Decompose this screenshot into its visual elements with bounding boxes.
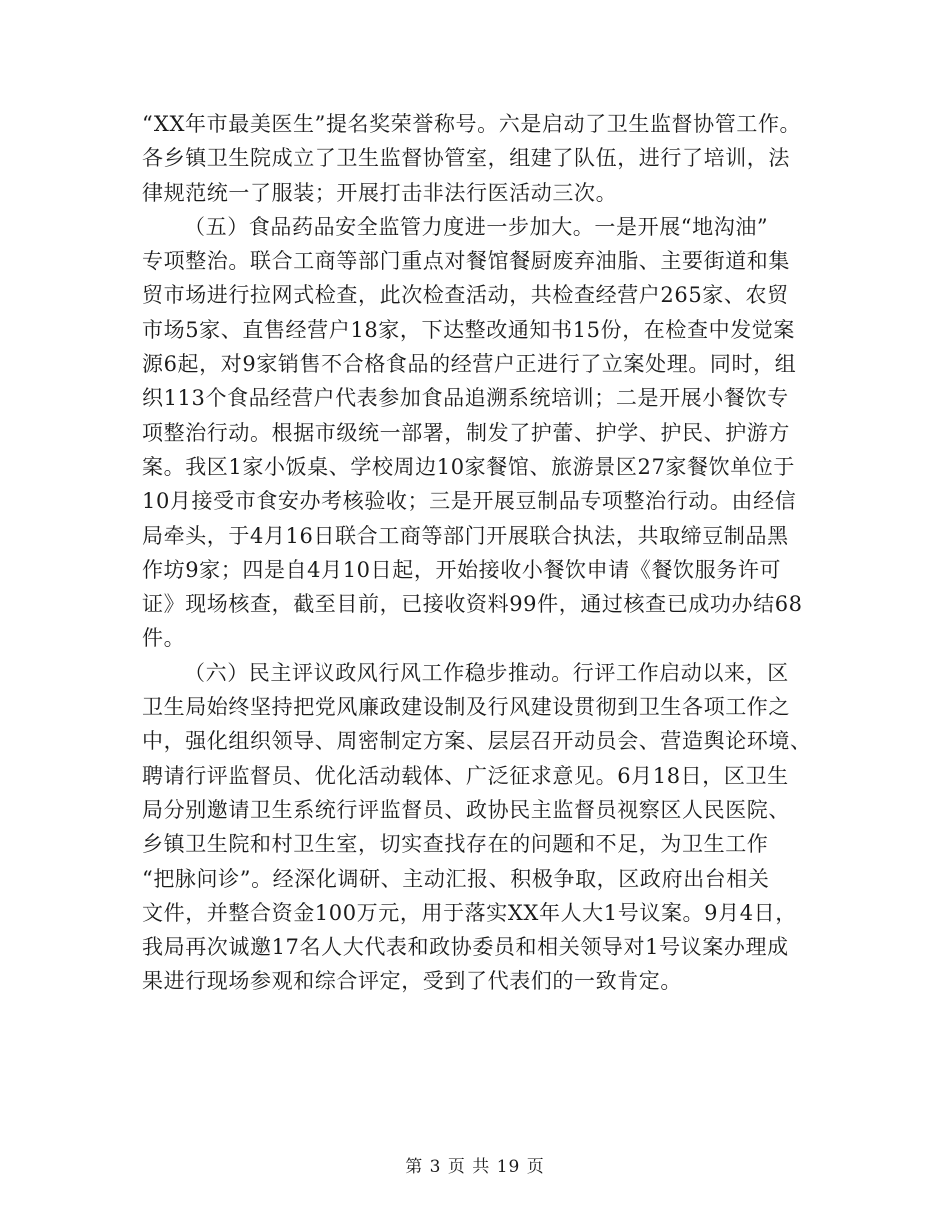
text-line: 贸市场进行拉网式检查，此次检查活动，共检查经营户265家、农贸	[142, 283, 789, 308]
text-line: 果进行现场参观和综合评定，受到了代表们的一致肯定。	[142, 969, 682, 994]
text-line: 证》现场核查，截至目前，已接收资料99件，通过核查已成功办结68	[142, 592, 803, 617]
text-line: 文件，并整合资金100万元，用于落实XX年人大1号议案。9月4日，	[142, 900, 797, 925]
text-line: 我局再次诚邀17名人大代表和政协委员和相关领导对1号议案办理成	[142, 935, 789, 960]
text-line: 局牵头，于4月16日联合工商等部门开展联合执法，共取缔豆制品黑	[142, 523, 789, 548]
page-label-prefix: 第	[405, 1157, 424, 1177]
text-line: 局分别邀请卫生系统行评监督员、政协民主监督员视察区人民医院、	[142, 797, 790, 822]
text-line: 10月接受市食安办考核验收；三是开展豆制品专项整治行动。由经信	[142, 489, 797, 514]
text-line: 聘请行评监督员、优化活动载体、广泛征求意见。6月18日，区卫生	[142, 763, 789, 788]
text-line: 作坊9家；四是自4月10日起，开始接收小餐饮申请《餐饮服务许可	[142, 557, 782, 582]
total-pages: 19	[496, 1157, 521, 1177]
body-text	[142, 107, 810, 999]
text-line: “XX年市最美医生”提名奖荣誉称号。六是启动了卫生监督协管工作。	[142, 112, 802, 136]
text-line: 专项整治。联合工商等部门重点对餐馆餐厨废弃油脂、主要街道和集	[142, 249, 790, 274]
text-line: （五）食品药品安全监管力度进一步加大。一是开展“地沟油”	[184, 214, 769, 239]
text-line: 中，强化组织领导、周密制定方案、层层召开动员会、营造舆论环境、	[142, 729, 812, 754]
text-line: 案。我区1家小饭桌、学校周边10家餐馆、旅游景区27家餐饮单位于	[142, 454, 796, 479]
text-line: （六）民主评议政风行风工作稳步推动。行评工作启动以来，区	[184, 660, 789, 685]
text-line: 织113个食品经营户代表参加食品追溯系统培训；二是开展小餐饮专	[142, 386, 789, 411]
text-line: 卫生局始终坚持把党风廉政建设制及行风建设贯彻到卫生各项工作之	[142, 695, 790, 720]
text-line: 件。	[142, 626, 186, 651]
page-footer	[0, 1152, 950, 1177]
text-line: 源6起，对9家销售不合格食品的经营户正进行了立案处理。同时，组	[142, 352, 797, 377]
text-line: 律规范统一了服装；开展打击非法行医活动三次。	[142, 180, 618, 205]
text-line: “把脉问诊”。经深化调研、主动汇报、积极争取，区政府出台相关	[142, 866, 770, 891]
page-label-middle: 页 共	[447, 1157, 491, 1177]
text-line: 市场5家、直售经营户18家，下达整改通知书15份，在检查中发觉案	[142, 317, 796, 342]
text-line: 项整治行动。根据市级统一部署，制发了护蕾、护学、护民、护游方	[142, 420, 790, 445]
text-line: 各乡镇卫生院成立了卫生监督协管室，组建了队伍，进行了培训，法	[142, 146, 790, 171]
text-line: 乡镇卫生院和村卫生室，切实查找存在的问题和不足，为卫生工作	[142, 832, 769, 857]
page-number: 3	[429, 1157, 442, 1177]
page-label-suffix: 页	[526, 1157, 545, 1177]
